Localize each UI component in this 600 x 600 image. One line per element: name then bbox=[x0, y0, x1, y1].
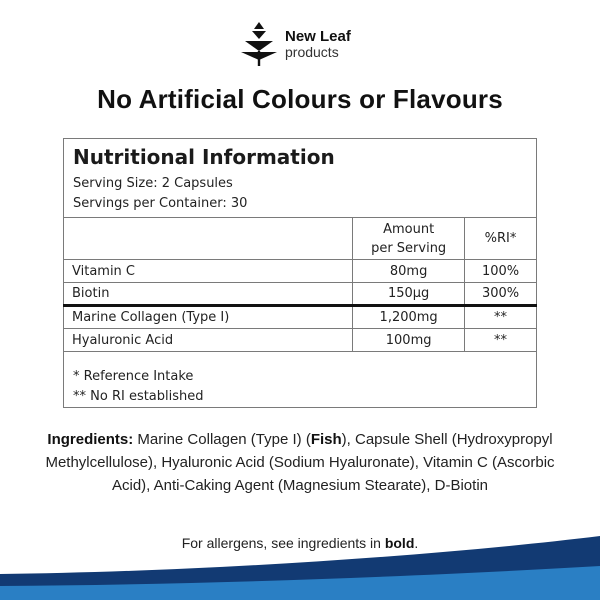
brand-logo bbox=[241, 22, 351, 66]
servings-per-container: Servings per Container: 30 bbox=[73, 196, 248, 211]
nutrient-amount: 80mg bbox=[353, 260, 465, 283]
brand-name: New Leaf bbox=[285, 28, 351, 45]
nutrient-name: Biotin bbox=[64, 283, 353, 306]
nutrient-amount: 100mg bbox=[353, 329, 465, 352]
amount-column-header bbox=[353, 218, 465, 260]
nutrition-table bbox=[63, 217, 537, 352]
nutrient-name: Marine Collagen (Type I) bbox=[64, 306, 353, 329]
table-row bbox=[64, 260, 537, 283]
nutrition-panel bbox=[63, 138, 537, 408]
decorative-wave bbox=[0, 536, 600, 600]
headline: No Artificial Colours or Flavours bbox=[97, 84, 503, 114]
amount-header-line1: Amount bbox=[383, 221, 435, 237]
nutrient-amount: 150µg bbox=[353, 283, 465, 306]
nutrient-name: Vitamin C bbox=[64, 260, 353, 283]
ingredients-part2: ), Capsule Shell (Hydroxypropyl Methylcellulose), Hyaluronic Acid (Sodium Hyaluronate), Vitamin C (Ascorbic Acid), Anti-Caking Agent (Magnesium Stearate), D-Biotin bbox=[45, 431, 555, 494]
ingredients-text bbox=[40, 428, 560, 497]
brand-subtitle: products bbox=[285, 44, 339, 60]
allergen-note-suffix: . bbox=[414, 535, 419, 551]
panel-title: Nutritional Information bbox=[73, 145, 335, 169]
nutrient-name: Hyaluronic Acid bbox=[64, 329, 353, 352]
nutrient-amount: 1,200mg bbox=[353, 306, 465, 329]
nutrient-ri: ** bbox=[465, 329, 537, 352]
nutrient-ri: 100% bbox=[465, 260, 537, 283]
allergen-note-prefix: For allergens, see ingredients in bbox=[181, 535, 385, 551]
table-header-row bbox=[64, 218, 537, 260]
footnote-reference-intake: * Reference Intake bbox=[73, 369, 194, 384]
footnote-no-ri: ** No RI established bbox=[73, 389, 204, 404]
ingredients-part1: Marine Collagen (Type I) ( bbox=[133, 431, 311, 448]
amount-header-line2: per Serving bbox=[371, 240, 447, 256]
table-row bbox=[64, 283, 537, 306]
leaf-stack-icon bbox=[241, 22, 277, 66]
table-row bbox=[64, 306, 537, 329]
nutrient-ri: 300% bbox=[465, 283, 537, 306]
ri-column-header: %RI* bbox=[465, 218, 537, 260]
allergen-note-bold: bold bbox=[384, 535, 415, 551]
nutrient-ri: ** bbox=[465, 306, 537, 329]
serving-size: Serving Size: 2 Capsules bbox=[73, 176, 233, 191]
nutrient-column-header bbox=[64, 218, 353, 260]
allergen-fish: Fish bbox=[310, 431, 342, 448]
ingredients-label: Ingredients: bbox=[47, 431, 134, 448]
table-row bbox=[64, 329, 537, 352]
